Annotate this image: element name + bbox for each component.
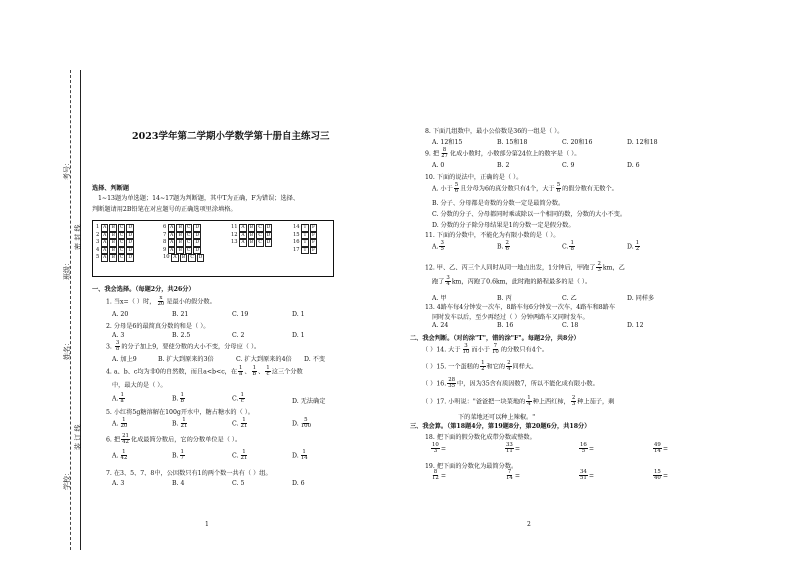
question-16: （ ）16. $\frac{28}{35}$ 中，因为35含有质因数7，所以不能化成有限小数。 xyxy=(422,377,599,390)
q2-opt-b: B. 2.5 xyxy=(172,332,191,339)
q8-opt-b: B. 15和18 xyxy=(497,139,528,146)
question-14: （ ）14. 大于 $\frac{3}{10}$ 而小于 $\frac{7}{10}$ 的分数只有4个。 xyxy=(422,343,549,356)
q1-opt-a: A. 20 xyxy=(112,311,129,318)
q12-opt-b: B. 丙 xyxy=(497,295,512,302)
intro-line-1: 1~13题为单选题；14~17题为判断题，其中T为正确，F为错误；选择、 xyxy=(98,195,300,202)
xingming-label: 姓名： xyxy=(63,339,71,360)
q5-opt-d: D. $\frac{5}{100}$ xyxy=(292,417,312,430)
q12-opt-d: D. 同样多 xyxy=(627,295,655,302)
q1-opt-b: B. 21 xyxy=(172,311,189,318)
question-7: 7. 在3、5、7、8中，公因数只有1的两个数一共有（ ）组。 xyxy=(106,470,272,477)
q19-item-3: $\frac{34}{51}$ = xyxy=(580,469,595,482)
q3-opt-c: C. 扩大到原来的4倍 xyxy=(236,356,292,363)
bind-line-text: 装 订 线 xyxy=(74,424,82,450)
q13-opt-c: C. 18 xyxy=(562,322,579,329)
q11-opt-d: D. $\frac{1}{2}$ xyxy=(627,240,640,253)
q18-item-3: $\frac{16}{5}$ = xyxy=(580,442,595,455)
q1-opt-c: C. 19 xyxy=(232,311,249,318)
q13-opt-a: A. 24 xyxy=(432,322,449,329)
question-2: 2. 分母是6的最简真分数的和是（ ）。 xyxy=(106,323,210,330)
q7-opt-b: B. 4 xyxy=(172,480,185,487)
grid-row-q7[interactable]: 7 A B C D xyxy=(163,231,199,238)
q6-opt-a: A. $\frac{1}{42}$ xyxy=(112,449,128,462)
grid-row-q2[interactable]: 2 A B C D xyxy=(96,231,132,238)
q19-item-1: $\frac{8}{12}$ = xyxy=(432,469,447,482)
binding-line xyxy=(80,70,81,550)
question-15: （ ）15. 一个蛋糕的 $\frac{1}{2}$ 和它的 $\frac{2}{4}$ 同样大。 xyxy=(422,360,538,373)
q8-opt-d: D. 12和18 xyxy=(627,139,658,146)
q4-opt-b: B. $\frac{1}{b}$ xyxy=(172,392,184,405)
question-10: 10. 下面的说法中，正确的是（ ）。 xyxy=(425,174,523,181)
q11-opt-b: B. $\frac{2}{6}$ xyxy=(497,240,509,253)
grid-col-2 xyxy=(163,224,205,262)
grid-col-4 xyxy=(293,224,318,254)
q10-opt-b: B. 分子、分母都是奇数的分数一定是最简分数。 xyxy=(432,200,565,207)
q11-opt-c: C. $\frac{1}{8}$ xyxy=(562,240,574,253)
q10-opt-c: C. 分数的分子、分母都同时乘或除以一个相同的数，分数的大小不变。 xyxy=(432,211,627,218)
q4-opt-c: C. $\frac{1}{c}$ xyxy=(232,392,244,405)
q3-opt-a: A. 加上9 xyxy=(112,356,137,363)
grid-row-q9[interactable]: 9 A B C D xyxy=(163,246,199,253)
question-8: 8. 下面几组数中，最小公倍数是36的一组是（ ）。 xyxy=(425,128,564,135)
q6-opt-c: C. $\frac{1}{21}$ xyxy=(232,449,248,462)
question-3: 3. $\frac{3}{8}$ 的分子加上9，要使分数的大小不变，分母应（ ）。 xyxy=(106,340,261,353)
grid-row-q5[interactable]: 5 A B C D xyxy=(96,254,132,260)
grid-row-q15[interactable]: 15 T F xyxy=(293,232,318,240)
q18-item-4: $\frac{49}{14}$ = xyxy=(654,442,669,455)
question-17-cont: 下的菜地还可以种上辣椒。" xyxy=(458,414,536,421)
q1-fraction: $\frac{x}{20}$ xyxy=(157,295,165,308)
q2-opt-c: C. 2 xyxy=(232,332,245,339)
q3-opt-b: B. 扩大到原来的3倍 xyxy=(158,356,214,363)
grid-row-q13[interactable]: 13 A B C D xyxy=(231,239,271,245)
q19-item-4: $\frac{15}{40}$ = xyxy=(654,469,669,482)
seal-line-text: 密 封 线 xyxy=(74,224,82,250)
question-1: 1. 当x=（ ）时， $\frac{x}{20}$ 是最小的假分数。 xyxy=(106,295,216,308)
q8-opt-c: C. 20和16 xyxy=(562,139,593,146)
q6-opt-d: D. $\frac{1}{14}$ xyxy=(292,449,308,462)
q3-opt-d: D. 不变 xyxy=(304,356,326,363)
grid-row-q12[interactable]: 12 A B C D xyxy=(231,231,271,238)
grid-col-3 xyxy=(231,224,273,247)
q9-opt-a: A. 0 xyxy=(432,162,445,169)
grid-row-q8[interactable]: 8 A B C D xyxy=(163,239,199,245)
section-2-title: 二、我会判断。（对的涂"T"，错的涂"F"。每题2分，共8分） xyxy=(410,335,580,342)
q18-item-1: $\frac{10}{3}$ = xyxy=(432,442,447,455)
question-11: 11. 下面的分数中，不能化为有限小数的是（ ）。 xyxy=(425,232,560,239)
grid-row-q1[interactable]: 1 A B C D xyxy=(96,224,132,230)
q7-opt-c: C. 5 xyxy=(232,480,245,487)
q2-opt-a: A. 3 xyxy=(112,332,125,339)
question-18: 18. 把下面的假分数化成带分数或整数。 xyxy=(425,434,536,441)
q4-opt-d: D. 无法确定 xyxy=(292,398,326,405)
q5-opt-c: C. $\frac{1}{21}$ xyxy=(232,417,248,430)
q7-opt-d: D. 6 xyxy=(292,480,305,487)
binding-margin xyxy=(60,70,94,550)
q5-opt-b: B. $\frac{1}{21}$ xyxy=(172,417,188,430)
grid-row-q4[interactable]: 4 A B C D xyxy=(96,246,132,253)
grid-row-q14[interactable]: 14 T F xyxy=(293,224,318,232)
q7-opt-a: A. 3 xyxy=(112,480,125,487)
q9-opt-d: D. 6 xyxy=(627,162,640,169)
question-5: 5. 小红将5g糖溶解在100g开水中，糖占糖水的（ ）。 xyxy=(106,409,254,416)
heading-choice-judge: 选择、判断题 xyxy=(92,185,130,192)
q12-opt-a: A. 甲 xyxy=(432,295,447,302)
q10-opt-a: A. 小于 $\frac{5}{6}$ 且分母为6的真分数只有4个，大于 $\frac{5}{6}$ 的假分数有无数个。 xyxy=(432,182,618,195)
question-4: 4. a、b、c均为非0的自然数，而且a<b<c，在 $\frac{1}{a}$ 、 $\frac{1}{b}$ 、 $\frac{1}{c}$ 这三个分数 xyxy=(106,365,303,378)
grid-row-q11[interactable]: 11 A B C D xyxy=(231,224,271,230)
section-1-title: 一、我会选择。（每题2分，共26分） xyxy=(92,286,195,293)
q2-opt-d: D. 1 xyxy=(292,332,305,339)
answer-sheet-grid xyxy=(92,220,334,277)
question-6: 6. 把 $\frac{21}{42}$ 化成最简分数后，它的分数单位是（ ）。 xyxy=(106,433,242,446)
question-13: 13. 4路车每4分钟发一次车，8路车每6分钟发一次车，4路车和8路车 xyxy=(425,304,616,311)
grid-row-q3[interactable]: 3 A B C D xyxy=(96,239,132,245)
question-13-cont: 同时发车以后，至少再经过（ ）分钟两路车又同时发车。 xyxy=(432,314,589,321)
grid-row-q6[interactable]: 6 A B C D xyxy=(163,224,199,230)
q12-opt-c: C. 乙 xyxy=(562,295,577,302)
xuexiao-label: 学校： xyxy=(63,469,71,490)
q8-opt-a: A. 12和15 xyxy=(432,139,463,146)
question-19: 19. 把下面的分数化为最简分数。 xyxy=(425,463,518,470)
grid-row-q17[interactable]: 17 T F xyxy=(293,247,318,255)
page-title: 2023学年第二学期小学数学第十册自主练习三 xyxy=(132,131,330,142)
q10-opt-d: D. 分数的分子除分母结果是1的分数一定是假分数。 xyxy=(432,222,575,229)
q13-opt-d: D. 12 xyxy=(627,322,644,329)
question-4-cont: 中，最大的是（ ）。 xyxy=(112,382,167,389)
question-12-cont: 跑了 $\frac{3}{4}$ km，丙跑了0.6km，此时跑的路程最多的是（ ）。 xyxy=(432,275,592,288)
kaohao-label: 考号： xyxy=(63,159,71,180)
q5-opt-a: A. $\frac{1}{20}$ xyxy=(112,417,128,430)
q19-item-2: $\frac{7}{14}$ = xyxy=(506,469,521,482)
question-12: 12. 甲、乙、丙三个人同时从同一地点出发，1分钟后，甲跑了 $\frac{2}{3}$ km，乙 xyxy=(425,261,625,274)
q11-opt-a: A. $\frac{3}{5}$ xyxy=(432,240,444,253)
page-number-2: 2 xyxy=(527,521,531,528)
intro-line-2: 判断题请用2B铅笔在对应题号的正确选项里涂填格。 xyxy=(92,206,237,213)
grid-row-q16[interactable]: 16 T F xyxy=(293,239,318,247)
page-number-1: 1 xyxy=(205,521,209,528)
question-17: （ ）17. 小明说："爸爸把一块菜地的 $\frac{1}{4}$ 种上西红柿， $\frac{2}{3}$ 种上茄子，剩 xyxy=(422,395,615,408)
q4-opt-a: A. $\frac{1}{a}$ xyxy=(112,392,124,405)
section-3-title: 三、我会算。（第18题4分，第19题8分，第20题6分，共18分） xyxy=(410,423,591,430)
q1-opt-d: D. 1 xyxy=(292,311,305,318)
q6-opt-b: B. $\frac{1}{7}$ xyxy=(172,449,184,462)
question-9: 9. 把 $\frac{8}{27}$ 化成小数时，小数部分第24位上的数字是（ ）。 xyxy=(425,147,581,160)
grid-row-q10[interactable]: 10 A B C D xyxy=(163,254,203,260)
q9-opt-c: C. 9 xyxy=(562,162,575,169)
grid-col-1 xyxy=(96,224,135,262)
q9-opt-b: B. 2 xyxy=(497,162,510,169)
q13-opt-b: B. 16 xyxy=(497,322,514,329)
banji-label: 班级： xyxy=(63,259,71,280)
q18-item-2: $\frac{33}{11}$ = xyxy=(506,442,521,455)
